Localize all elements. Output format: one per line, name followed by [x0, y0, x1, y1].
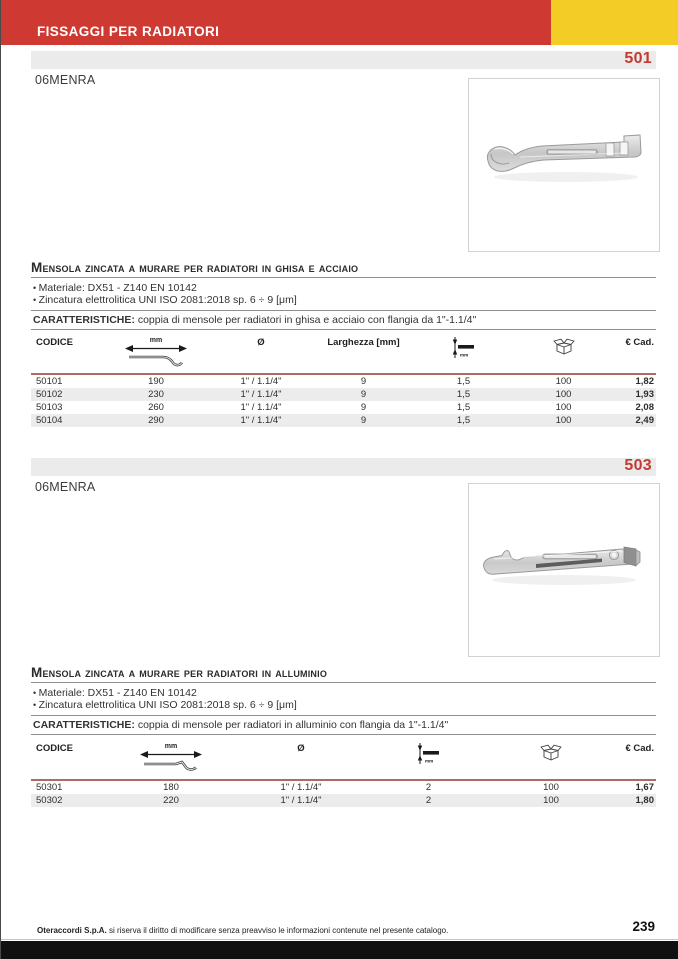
larghezza-cell: 9: [360, 389, 367, 400]
product-description-501: [31, 260, 656, 330]
length-dimension-icon: [101, 336, 211, 369]
product-code: 06MENRA: [35, 480, 96, 494]
length-cell: 180: [163, 782, 179, 793]
price-cell: 2,49: [635, 415, 654, 426]
footer-disclaimer: [37, 926, 448, 935]
price-cell: 1,82: [635, 376, 654, 387]
table-row: [31, 414, 656, 427]
bracket-ghisa-image: [474, 105, 654, 225]
header-larghezza: Larghezza [mm]: [327, 337, 400, 348]
spec-bullet: • Materiale: DX51 - Z140 EN 10142: [33, 687, 656, 699]
package-cell: 100: [555, 389, 572, 400]
codice-cell: 50104: [36, 415, 63, 426]
header-package: [511, 331, 616, 361]
length-cell: 230: [148, 389, 164, 400]
codice-cell: 50101: [36, 376, 63, 387]
codice-cell: 50301: [36, 782, 63, 793]
product-title: Mensola zincata a murare per radiatori in alluminio: [31, 665, 656, 683]
category-title: FISSAGGI PER RADIATORI: [37, 24, 220, 39]
disclaimer-text: si riserva il diritto di modificare senza preavviso le informazioni contenute nel presente catalogo.: [109, 926, 449, 935]
thickness-dimension-icon: [414, 742, 444, 765]
package-box-icon: [552, 336, 576, 357]
length-cell: 190: [148, 376, 164, 387]
length-dimension-icon: [106, 742, 236, 775]
thickness-cell: 2: [425, 782, 432, 793]
length-cell: 220: [163, 795, 179, 806]
bracket-profile-icon: [127, 353, 185, 369]
product-description-503: [31, 665, 656, 735]
ref-bar-501: [31, 51, 656, 69]
footer-black-bar: [1, 941, 678, 959]
header-prezzo: € Cad.: [625, 337, 654, 348]
length-unit-label: mm: [149, 337, 163, 344]
thickness-unit-label: mm: [424, 758, 433, 764]
codice-cell: 50102: [36, 389, 63, 400]
length-unit-label: mm: [164, 743, 178, 750]
company-name: Oteraccordi S.p.A.: [37, 926, 107, 935]
ref-number: 503: [624, 457, 652, 474]
page-number: 239: [632, 919, 655, 934]
table-row: [31, 781, 656, 794]
diametro-cell: 1" / 1.1/4": [240, 389, 282, 400]
ref-bar-503: [31, 458, 656, 476]
price-cell: 1,67: [635, 782, 654, 793]
caratteristiche-row: [31, 311, 656, 330]
spec-bullet: • Materiale: DX51 - Z140 EN 10142: [33, 282, 656, 294]
header-thickness: [416, 331, 511, 363]
header-prezzo: € Cad.: [625, 743, 654, 754]
caratteristiche-text: coppia di mensole per radiatori in ghisa e acciaio con flangia da 1"-1.1/4": [137, 314, 477, 326]
header-diametro: Ø: [257, 337, 265, 348]
larghezza-cell: 9: [360, 415, 367, 426]
header-diametro: Ø: [297, 743, 305, 754]
product-table-503: [31, 737, 656, 807]
footer-divider: [1, 939, 678, 940]
ref-number: 501: [624, 50, 652, 67]
product-table-501: [31, 331, 656, 427]
product-code: 06MENRA: [35, 73, 96, 87]
price-cell: 1,93: [635, 389, 654, 400]
package-cell: 100: [555, 415, 572, 426]
thickness-cell: 1,5: [456, 376, 471, 387]
larghezza-cell: 9: [360, 402, 367, 413]
diametro-cell: 1" / 1.1/4": [280, 795, 322, 806]
table-row: [31, 375, 656, 388]
package-cell: 100: [555, 402, 572, 413]
package-cell: 100: [555, 376, 572, 387]
banner-yellow-block: [551, 0, 678, 45]
thickness-unit-label: mm: [459, 352, 468, 358]
header-length: [101, 331, 211, 369]
product-photo-503: [468, 483, 660, 657]
diametro-cell: 1" / 1.1/4": [240, 376, 282, 387]
header-package: [491, 737, 611, 767]
codice-cell: 50103: [36, 402, 63, 413]
bracket-alluminio-image: [474, 510, 654, 630]
category-banner: [1, 0, 678, 45]
header-length: [106, 737, 236, 775]
table-header-row: [31, 331, 656, 375]
length-cell: 290: [148, 415, 164, 426]
caratteristiche-label: CARATTERISTICHE:: [33, 719, 135, 731]
diametro-cell: 1" / 1.1/4": [240, 415, 282, 426]
length-cell: 260: [148, 402, 164, 413]
thickness-cell: 1,5: [456, 415, 471, 426]
price-cell: 1,80: [635, 795, 654, 806]
bracket-profile-icon: [142, 759, 200, 775]
package-box-icon: [539, 742, 563, 763]
header-codice: CODICE: [36, 743, 73, 754]
double-arrow-icon: [125, 344, 187, 353]
table-row: [31, 401, 656, 414]
diametro-cell: 1" / 1.1/4": [280, 782, 322, 793]
package-cell: 100: [543, 795, 559, 806]
caratteristiche-label: CARATTERISTICHE:: [33, 314, 135, 326]
thickness-cell: 2: [425, 795, 432, 806]
codice-cell: 50302: [36, 795, 63, 806]
larghezza-cell: 9: [360, 376, 367, 387]
table-row: [31, 794, 656, 807]
product-photo-501: [468, 78, 660, 252]
header-thickness: [366, 737, 491, 769]
spec-bullets: [31, 683, 656, 716]
spec-bullets: [31, 278, 656, 311]
product-title: Mensola zincata a murare per radiatori in ghisa e acciaio: [31, 260, 656, 278]
spec-bullet: • Zincatura elettrolitica UNI ISO 2081:2018 sp. 6 ÷ 9 [μm]: [33, 294, 656, 306]
thickness-cell: 1,5: [456, 389, 471, 400]
price-cell: 2,08: [635, 402, 654, 413]
caratteristiche-row: [31, 716, 656, 735]
table-row: [31, 388, 656, 401]
diametro-cell: 1" / 1.1/4": [240, 402, 282, 413]
thickness-cell: 1,5: [456, 402, 471, 413]
spec-bullet: • Zincatura elettrolitica UNI ISO 2081:2018 sp. 6 ÷ 9 [μm]: [33, 699, 656, 711]
thickness-dimension-icon: [449, 336, 479, 359]
package-cell: 100: [543, 782, 559, 793]
double-arrow-icon: [140, 750, 202, 759]
table-header-row: [31, 737, 656, 781]
header-codice: CODICE: [36, 337, 73, 348]
caratteristiche-text: coppia di mensole per radiatori in alluminio con flangia da 1"-1.1/4": [137, 719, 449, 731]
